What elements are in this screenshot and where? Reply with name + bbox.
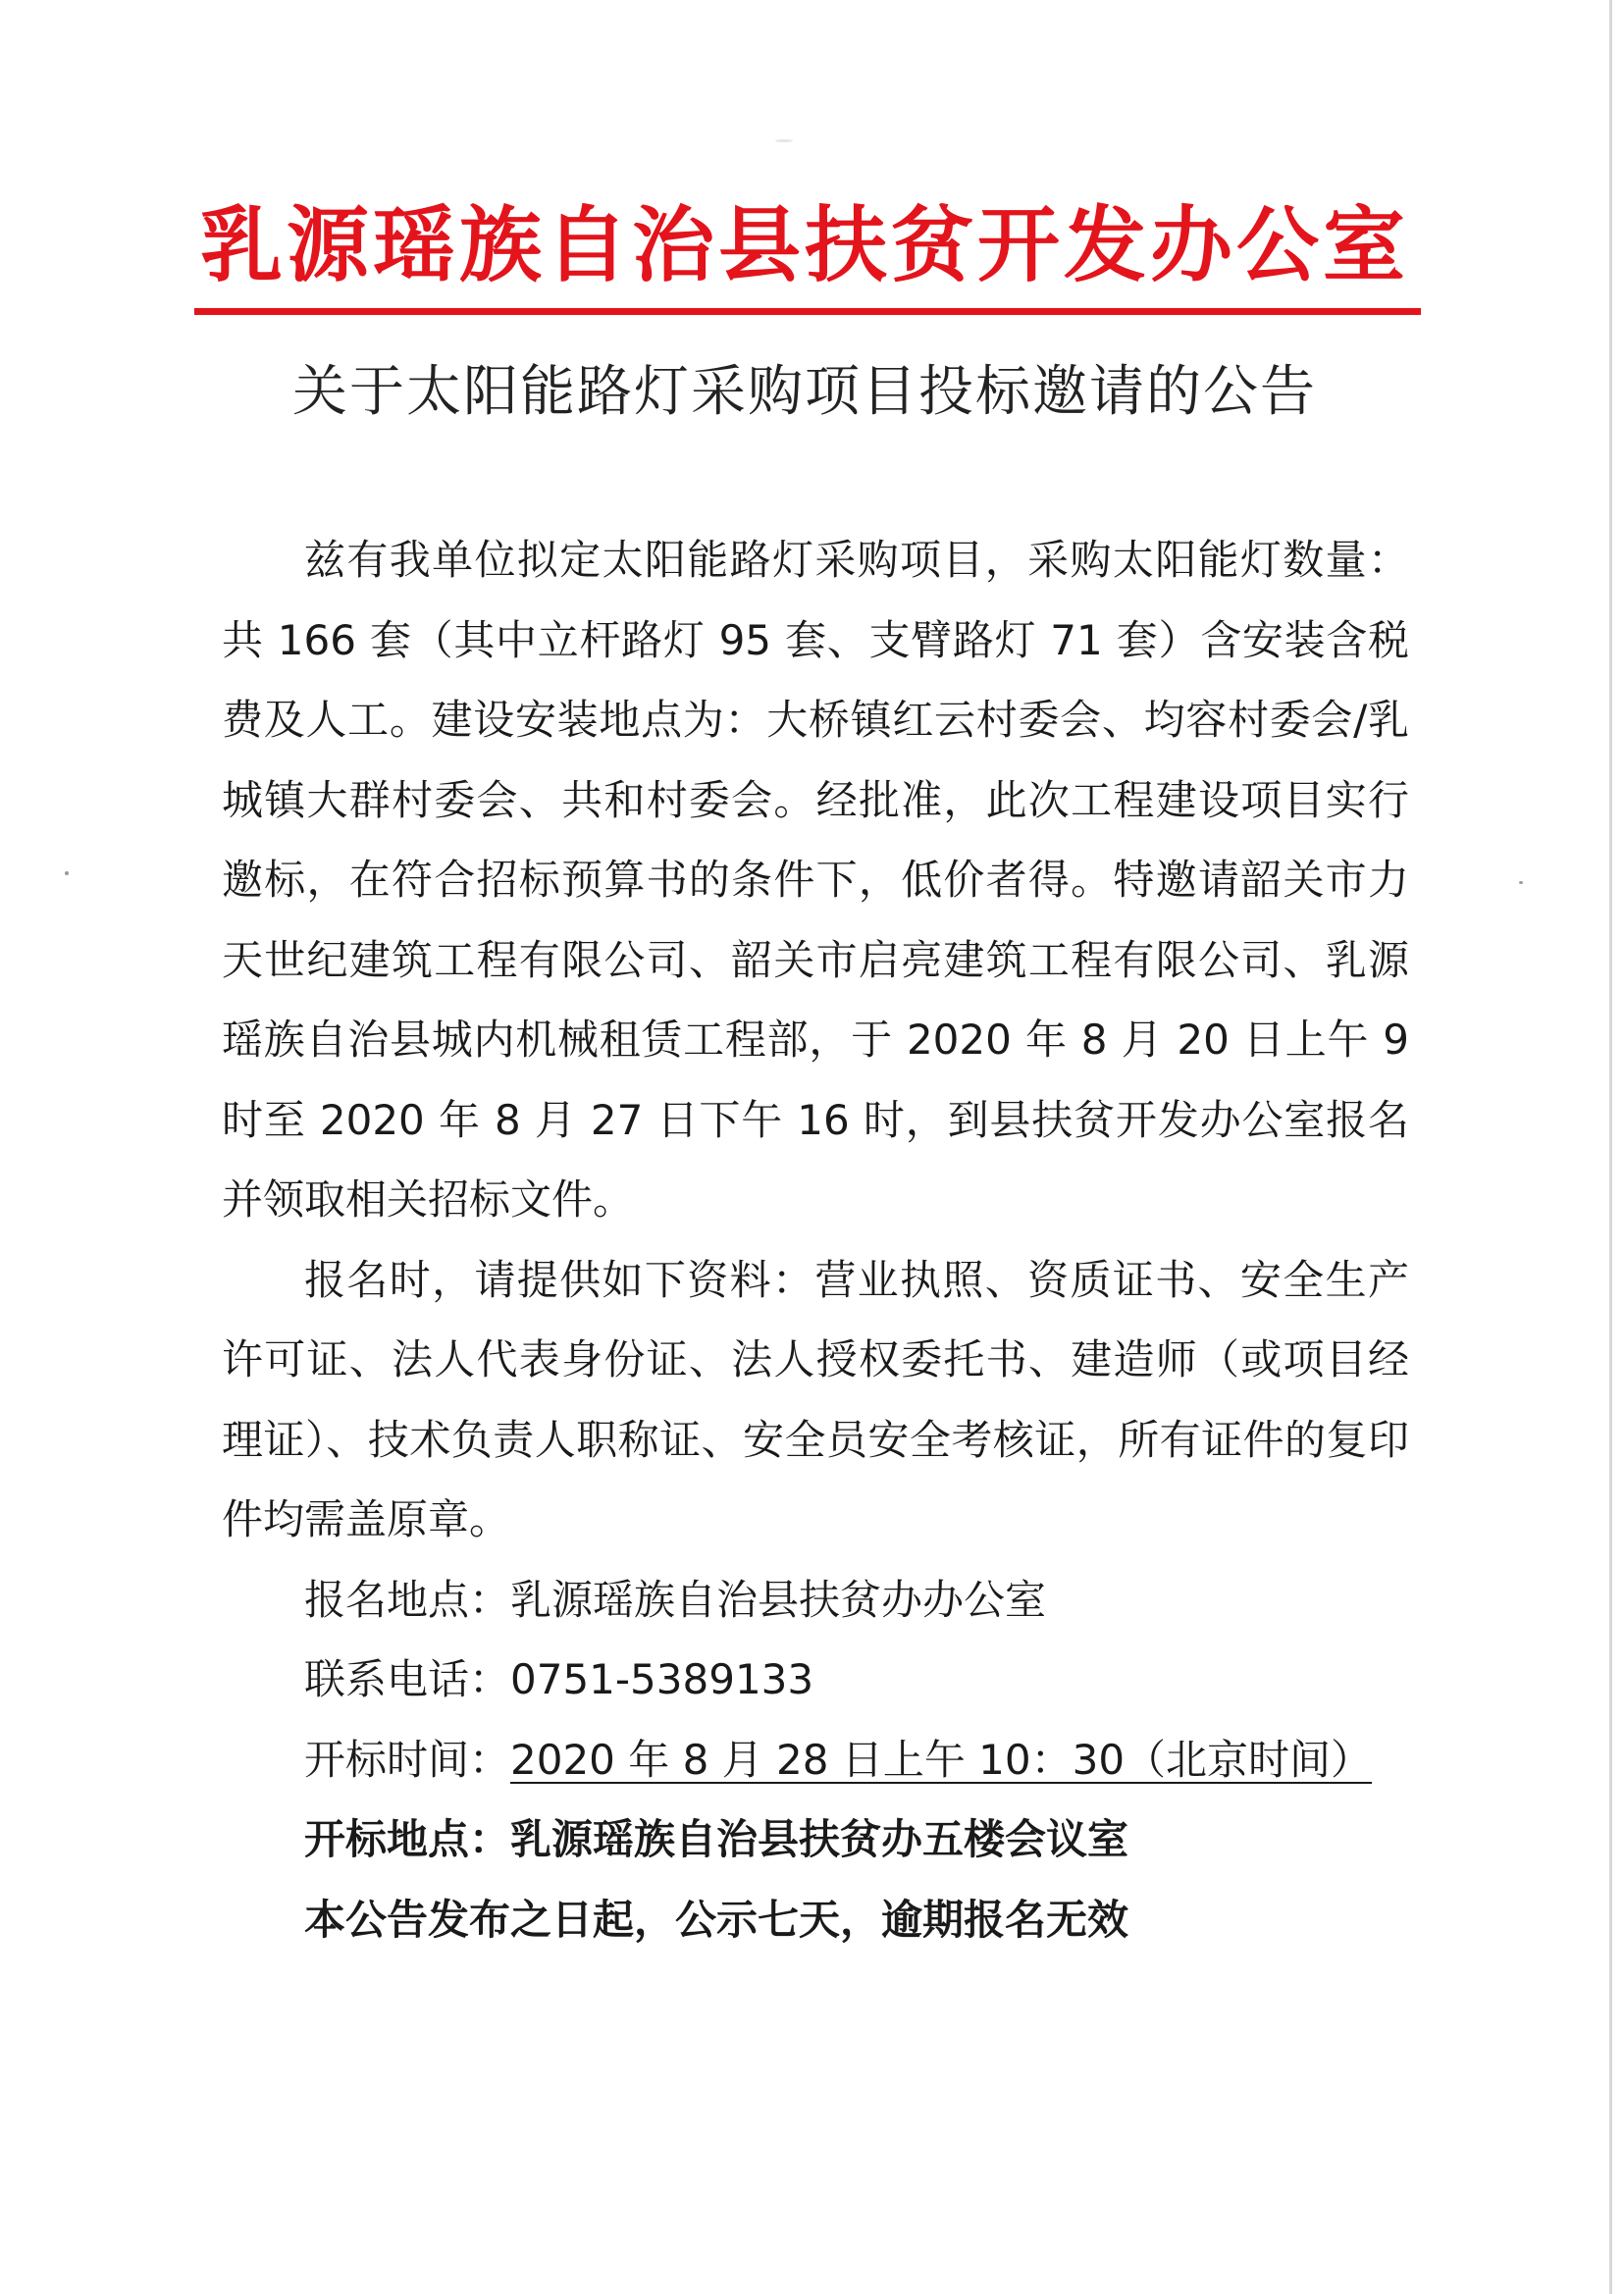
body-paragraph: 报名时，请提供如下资料：营业执照、资质证书、安全生产许可证、法人代表身份证、法人授权委托书、建造师（或项目经理证）、技术负责人职称证、安全员安全考核证，所有证件的复印件均需盖原章。: [222, 1255, 1409, 1543]
scan-edge: [1609, 0, 1612, 2294]
opening-time-label: 开标时间：: [304, 1735, 511, 1784]
header-red-rule: [194, 308, 1421, 315]
body-paragraph: 兹有我单位拟定太阳能路灯采购项目，采购太阳能灯数量：共 166 套（其中立杆路灯 95 套、支臂路灯 71 套）含安装含税费及人工。建设安装地点为：大桥镇红云村委会、均容村委会/乳城镇大群村委会、共和村委会。经批准，此次工程建设项目实行邀标，在符合招标预算书的条件下，低价者得。特邀请韶关市力天世纪建筑工程有限公司、韶关市启亮建筑工程有限公司、乳源瑶族自治县城内机械租赁工程部，于 2020 年 8 月 20 日上午 9 时至 2020 年 8 月 27 日下午 16 时，到县扶贫开发办公室报名并领取相关招标文件。: [222, 536, 1409, 1224]
document-body: [222, 520, 1409, 1959]
closing-notice: 本公告发布之日起，公示七天，逾期报名无效: [304, 1895, 1129, 1944]
registration-place-value: 乳源瑶族自治县扶贫办办公室: [510, 1575, 1047, 1624]
opening-time-value: 2020 年 8 月 28 日上午 10：30（北京时间）: [510, 1735, 1373, 1784]
opening-place-value: 乳源瑶族自治县扶贫办五楼会议室: [510, 1815, 1129, 1863]
phone-label: 联系电话：: [304, 1655, 511, 1703]
scan-speck: [65, 871, 69, 875]
scan-speck: [775, 139, 793, 142]
phone-line: [222, 1640, 1409, 1720]
registration-place-line: [222, 1560, 1409, 1641]
scan-speck: [1519, 881, 1523, 884]
document-header-organization: 乳源瑶族自治县扶贫开发办公室: [199, 196, 1409, 293]
document-title: 关于太阳能路灯采购项目投标邀请的公告: [292, 360, 1317, 424]
opening-time-line: [222, 1720, 1409, 1800]
registration-place-label: 报名地点：: [304, 1575, 511, 1624]
opening-place-label: 开标地点：: [304, 1815, 511, 1863]
phone-value: 0751-5389133: [510, 1655, 814, 1703]
opening-place-line: [222, 1799, 1409, 1880]
